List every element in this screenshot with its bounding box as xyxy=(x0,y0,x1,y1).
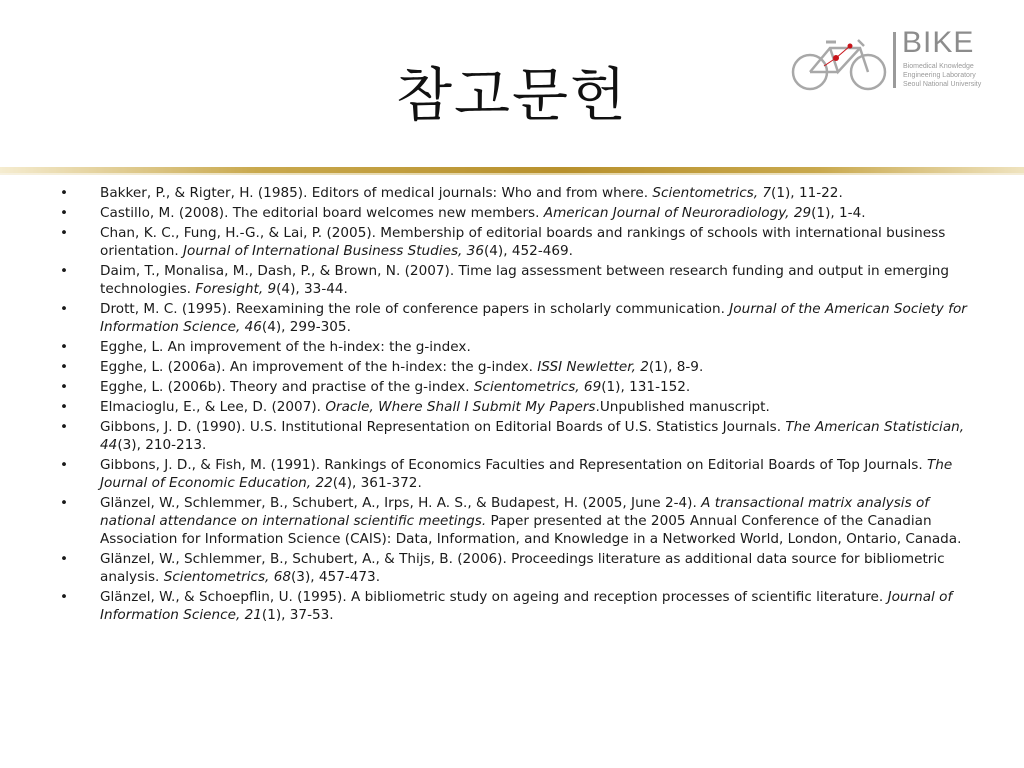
reference-text: (3), 210-213. xyxy=(117,437,207,453)
reference-source: Scientometrics, 69 xyxy=(473,379,602,395)
reference-source: A transactional matrix analysis of national attendance on international scientific meetings. xyxy=(100,495,930,529)
reference-item xyxy=(60,262,970,298)
reference-text: Egghe, L. (2006b). Theory and practise of the g-index. xyxy=(100,379,474,395)
reference-text: (4), 361-372. xyxy=(332,475,422,491)
reference-item xyxy=(60,550,970,586)
logo-subtitle-line: Engineering Laboratory xyxy=(903,72,976,79)
reference-text: Glänzel, W., Schlemmer, B., Schubert, A., & Thijs, B. (2006). Proceedings literature as additional data source for bibliometric analysis. xyxy=(100,551,945,585)
reference-item xyxy=(60,418,970,454)
reference-source: ISSI Newletter, 2 xyxy=(537,359,649,375)
reference-source: Scientometrics, 7 xyxy=(652,185,772,201)
reference-text: (4), 452-469. xyxy=(483,243,573,259)
reference-text: Drott, M. C. (1995). Reexamining the role of conference papers in scholarly communication. xyxy=(100,301,730,317)
reference-source: The Journal of Economic Education, 22 xyxy=(100,457,953,491)
reference-text: Castillo, M. (2008). The editorial board welcomes new members. xyxy=(100,205,544,221)
reference-text: Elmacioglu, E., & Lee, D. (2007). xyxy=(100,399,326,415)
bullet-icon: • xyxy=(60,359,69,375)
bullet-icon: • xyxy=(60,419,69,435)
reference-text: Daim, T., Monalisa, M., Dash, P., & Brown, N. (2007). Time lag assessment between research funding and output in emerging technologies. xyxy=(100,263,949,297)
bullet-icon: • xyxy=(60,263,69,279)
reference-text: (1), 131-152. xyxy=(601,379,691,395)
reference-item xyxy=(60,456,970,492)
reference-item xyxy=(60,184,970,202)
reference-text: Egghe, L. (2006a). An improvement of the h-index: the g-index. xyxy=(100,359,538,375)
reference-text: Glänzel, W., & Schoepflin, U. (1995). A bibliometric study on ageing and reception processes of scientific literature. xyxy=(100,589,888,605)
reference-source: Journal of Information Science, 21 xyxy=(100,589,953,623)
reference-text: (4), 299-305. xyxy=(261,319,351,335)
reference-text: (1), 11-22. xyxy=(771,185,843,201)
gold-divider-shadow xyxy=(0,173,1024,175)
reference-text: (4), 33-44. xyxy=(276,281,348,297)
bullet-icon: • xyxy=(60,551,69,567)
reference-source: Scientometrics, 68 xyxy=(163,569,291,585)
reference-item xyxy=(60,204,970,222)
reference-source: Journal of International Business Studies, 36 xyxy=(183,243,484,259)
reference-text: Gibbons, J. D., & Fish, M. (1991). Rankings of Economics Faculties and Representation on Editorial Boards of Top Journals. xyxy=(100,457,927,473)
bullet-icon: • xyxy=(60,399,69,415)
reference-text: .Unpublished manuscript. xyxy=(595,399,770,415)
reference-text: (1), 1-4. xyxy=(811,205,866,221)
logo-divider xyxy=(893,32,896,88)
reference-text: (1), 8-9. xyxy=(648,359,704,375)
reference-item xyxy=(60,398,970,416)
logo-subtitle-line: Seoul National University xyxy=(903,81,982,88)
reference-item xyxy=(60,588,970,624)
bullet-icon: • xyxy=(60,379,69,395)
reference-source: Journal of the American Society for Information Science, 46 xyxy=(100,301,967,335)
bullet-icon: • xyxy=(60,589,69,605)
reference-item xyxy=(60,224,970,260)
bullet-icon: • xyxy=(60,205,69,221)
reference-text: Bakker, P., & Rigter, H. (1985). Editors of medical journals: Who and from where. xyxy=(100,185,653,201)
reference-text: Egghe, L. An improvement of the h-index: the g-index. xyxy=(100,339,471,355)
bullet-icon: • xyxy=(60,495,69,511)
reference-source: Oracle, Where Shall I Submit My Papers xyxy=(325,399,596,415)
reference-item xyxy=(60,358,970,376)
bullet-icon: • xyxy=(60,185,69,201)
logo-subtitle-line: Biomedical Knowledge xyxy=(903,63,974,70)
bullet-icon: • xyxy=(60,225,69,241)
reference-text: Paper presented at the 2005 Annual Conference of the Canadian Association for Information Science (CAIS): Data, Information, and Knowledge in a Networked World, London, Ontario, Canada. xyxy=(100,513,962,547)
reference-list xyxy=(60,184,970,626)
reference-item xyxy=(60,300,970,336)
bicycle-icon xyxy=(790,32,890,94)
reference-text: Chan, K. C., Fung, H.-G., & Lai, P. (2005). Membership of editorial boards and rankings of schools with international business orientation. xyxy=(100,225,946,259)
bullet-icon: • xyxy=(60,457,69,473)
bullet-icon: • xyxy=(60,301,69,317)
reference-source: The American Statistician, 44 xyxy=(100,419,965,453)
bullet-icon: • xyxy=(60,339,69,355)
reference-item xyxy=(60,494,970,548)
bike-logo xyxy=(790,28,1005,98)
reference-item xyxy=(60,378,970,396)
reference-text: Glänzel, W., Schlemmer, B., Schubert, A., Irps, H. A. S., & Budapest, H. (2005, June 2-4). xyxy=(100,495,702,511)
reference-text: (1), 37-53. xyxy=(261,607,334,623)
slide-title: 참고문헌 xyxy=(395,61,629,129)
reference-source: Foresight, 9 xyxy=(195,281,277,297)
logo-name: BIKE xyxy=(902,26,975,59)
reference-item xyxy=(60,338,970,356)
reference-text: Gibbons, J. D. (1990). U.S. Institutional Representation on Editorial Boards of U.S. Statistics Journals. xyxy=(100,419,786,435)
reference-text: (3), 457-473. xyxy=(291,569,381,585)
reference-source: American Journal of Neuroradiology, 29 xyxy=(543,205,812,221)
